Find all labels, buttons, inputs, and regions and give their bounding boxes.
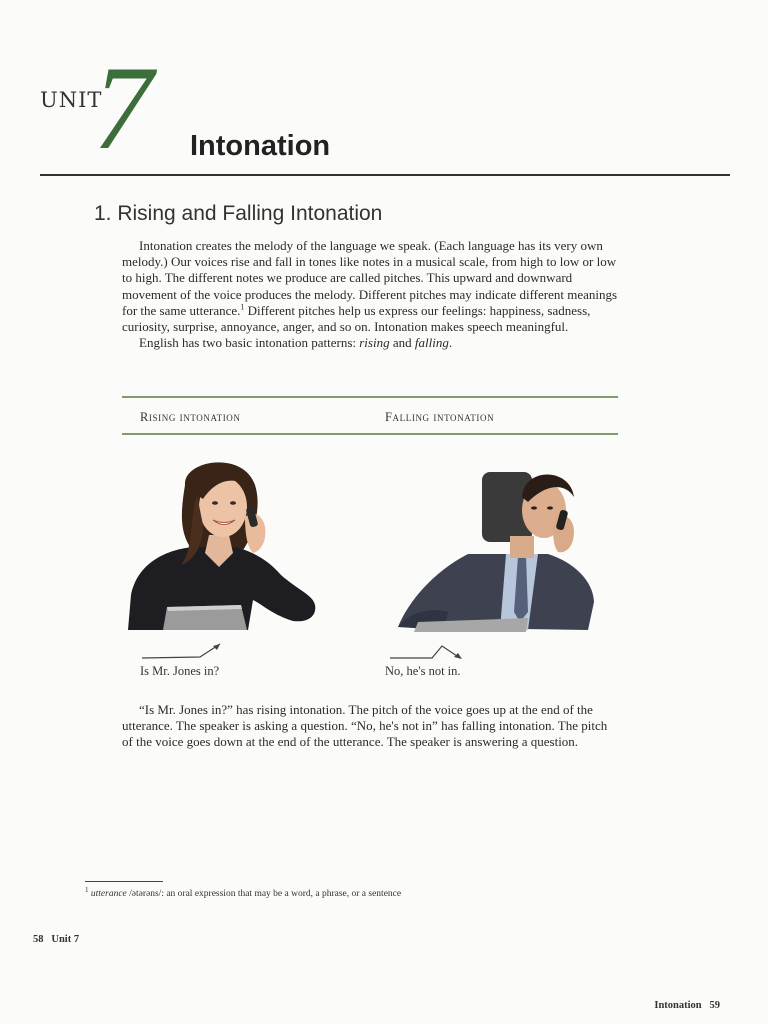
section-heading: 1. Rising and Falling Intonation <box>94 202 383 225</box>
unit-label: UNIT <box>40 88 103 112</box>
falling-contour-arrow <box>388 642 478 664</box>
rising-contour-arrow <box>140 640 230 662</box>
intro-paragraph-1-a: Intonation creates the melody of the language we speak. (Each language has its very own melody.) Our voices rise and fall in tones like notes in a musical scale, from high to low or low to high. The different notes we produce are called pitches. This upward and downward movement of the voice produces the melody. Different pitches may indicate different meanings for the same utterance. <box>122 238 618 318</box>
falling-example-sentence: No, he's not in. <box>385 664 461 678</box>
falling-term: falling <box>414 335 449 351</box>
and-word: and <box>389 335 415 351</box>
table-top-rule <box>122 396 618 398</box>
intro-text <box>122 238 618 351</box>
page-number-right: Intonation 59 <box>654 1000 720 1011</box>
explanation-paragraph: “Is Mr. Jones in?” has rising intonation. The pitch of the voice goes up at the end of the utterance. The speaker is asking a question. “No, he's not in” has falling intonation. The pitch of the voice goes down at the end of the utterance. The speaker is answering a question. <box>122 702 608 750</box>
footnote-term: utterance <box>90 889 127 900</box>
page-title: Intonation <box>190 130 331 162</box>
footnote <box>85 886 401 899</box>
rising-term: rising <box>359 335 390 351</box>
unit-number: 7 <box>93 41 153 174</box>
intro-paragraph-2 <box>122 335 618 351</box>
footnote-marker: 1 <box>85 886 89 894</box>
falling-intonation-label: Falling intonation <box>385 410 495 424</box>
man-on-phone-photo <box>388 462 598 632</box>
intro-paragraph-2-a: English has two basic intonation patterns: <box>139 335 360 351</box>
period: . <box>448 335 453 351</box>
intro-paragraph-1-b: Different pitches help us express our feelings: happiness, sadness, curiosity, surprise, annoyance, anger, and so on. Intonation makes speech meaningful. <box>122 302 591 335</box>
footnote-text: /ətərəns/: an oral expression that may be a word, a phrase, or a sentence <box>126 889 402 900</box>
rising-intonation-label: Rising intonation <box>140 410 241 424</box>
woman-on-phone-photo <box>123 455 318 630</box>
rising-example-sentence: Is Mr. Jones in? <box>140 664 220 678</box>
page-number-left: 58 Unit 7 <box>33 934 80 945</box>
table-bottom-rule <box>122 433 618 435</box>
intro-paragraph-1 <box>122 238 618 335</box>
footnote-ref: 1 <box>240 302 245 312</box>
title-divider <box>40 174 730 176</box>
footnote-divider <box>85 881 163 882</box>
